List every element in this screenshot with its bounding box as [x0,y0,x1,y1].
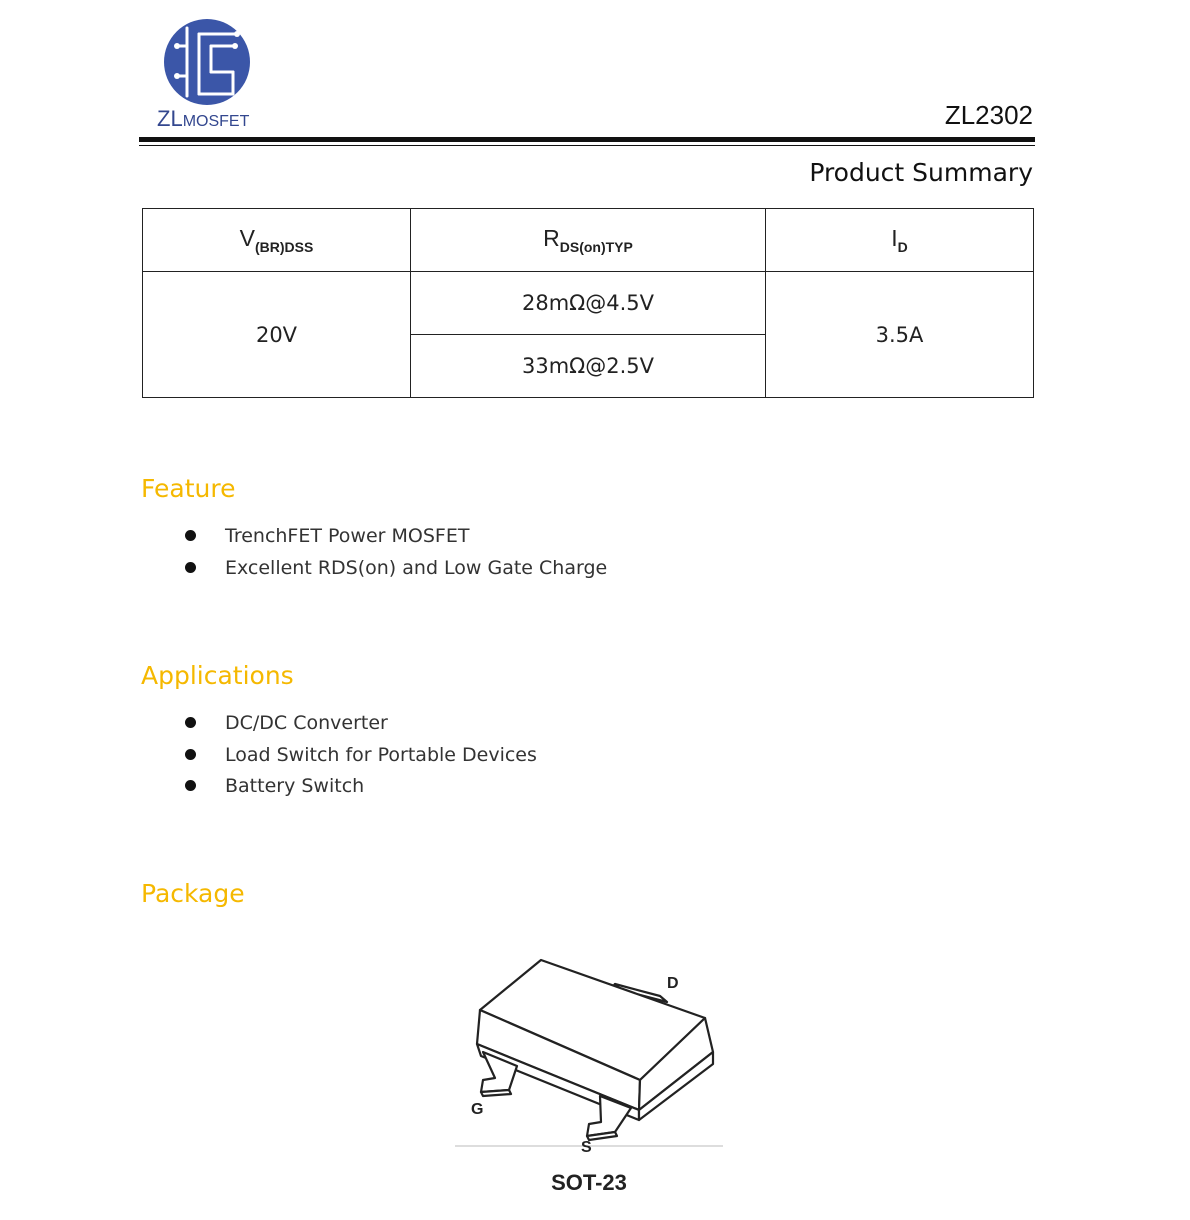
header-rdson: $R_{DS(on)TYP}$ [411,209,766,272]
header-divider-thin [139,145,1035,146]
product-summary-table [142,208,1034,398]
feature-list [185,523,607,586]
company-logo [155,18,265,136]
list-item: Excellent RDS(on) and Low Gate Charge [185,555,607,587]
table-header-row [143,209,1034,272]
logo-mark-icon [163,18,251,106]
cell-vbrdss: 20V [143,272,411,398]
bullet-icon [185,562,196,573]
gate-pin-label: G [471,1101,484,1118]
source-pin-label: S [581,1139,592,1152]
list-item: DC/DC Converter [185,710,537,742]
header-vbrdss: $V_{(BR)DSS}$ [143,209,411,272]
sot23-package-drawing [455,940,723,1152]
bullet-icon [185,749,196,760]
drain-pin-label: D [667,975,679,992]
bullet-icon [185,530,196,541]
list-item: TrenchFET Power MOSFET [185,523,607,555]
cell-rdson-2v5: 33mΩ@2.5V [411,335,766,398]
list-item: Battery Switch [185,773,537,805]
bullet-icon [185,780,196,791]
applications-list [185,710,537,805]
cell-id: 3.5A [766,272,1034,398]
part-number: ZL2302 [944,100,1033,130]
feature-heading: Feature [141,474,236,503]
list-item: Load Switch for Portable Devices [185,742,537,774]
cell-rdson-4v5: 28mΩ@4.5V [411,272,766,335]
package-heading: Package [141,879,245,908]
package-name: SOT-23 [551,1170,627,1195]
header-id: $I_D$ [766,209,1034,272]
table-row [143,272,1034,335]
header-divider [139,137,1035,142]
applications-heading: Applications [141,661,294,690]
bullet-icon [185,717,196,728]
product-summary-title: Product Summary [809,158,1033,187]
logo-wordmark: ZLMOSFET [157,106,250,131]
